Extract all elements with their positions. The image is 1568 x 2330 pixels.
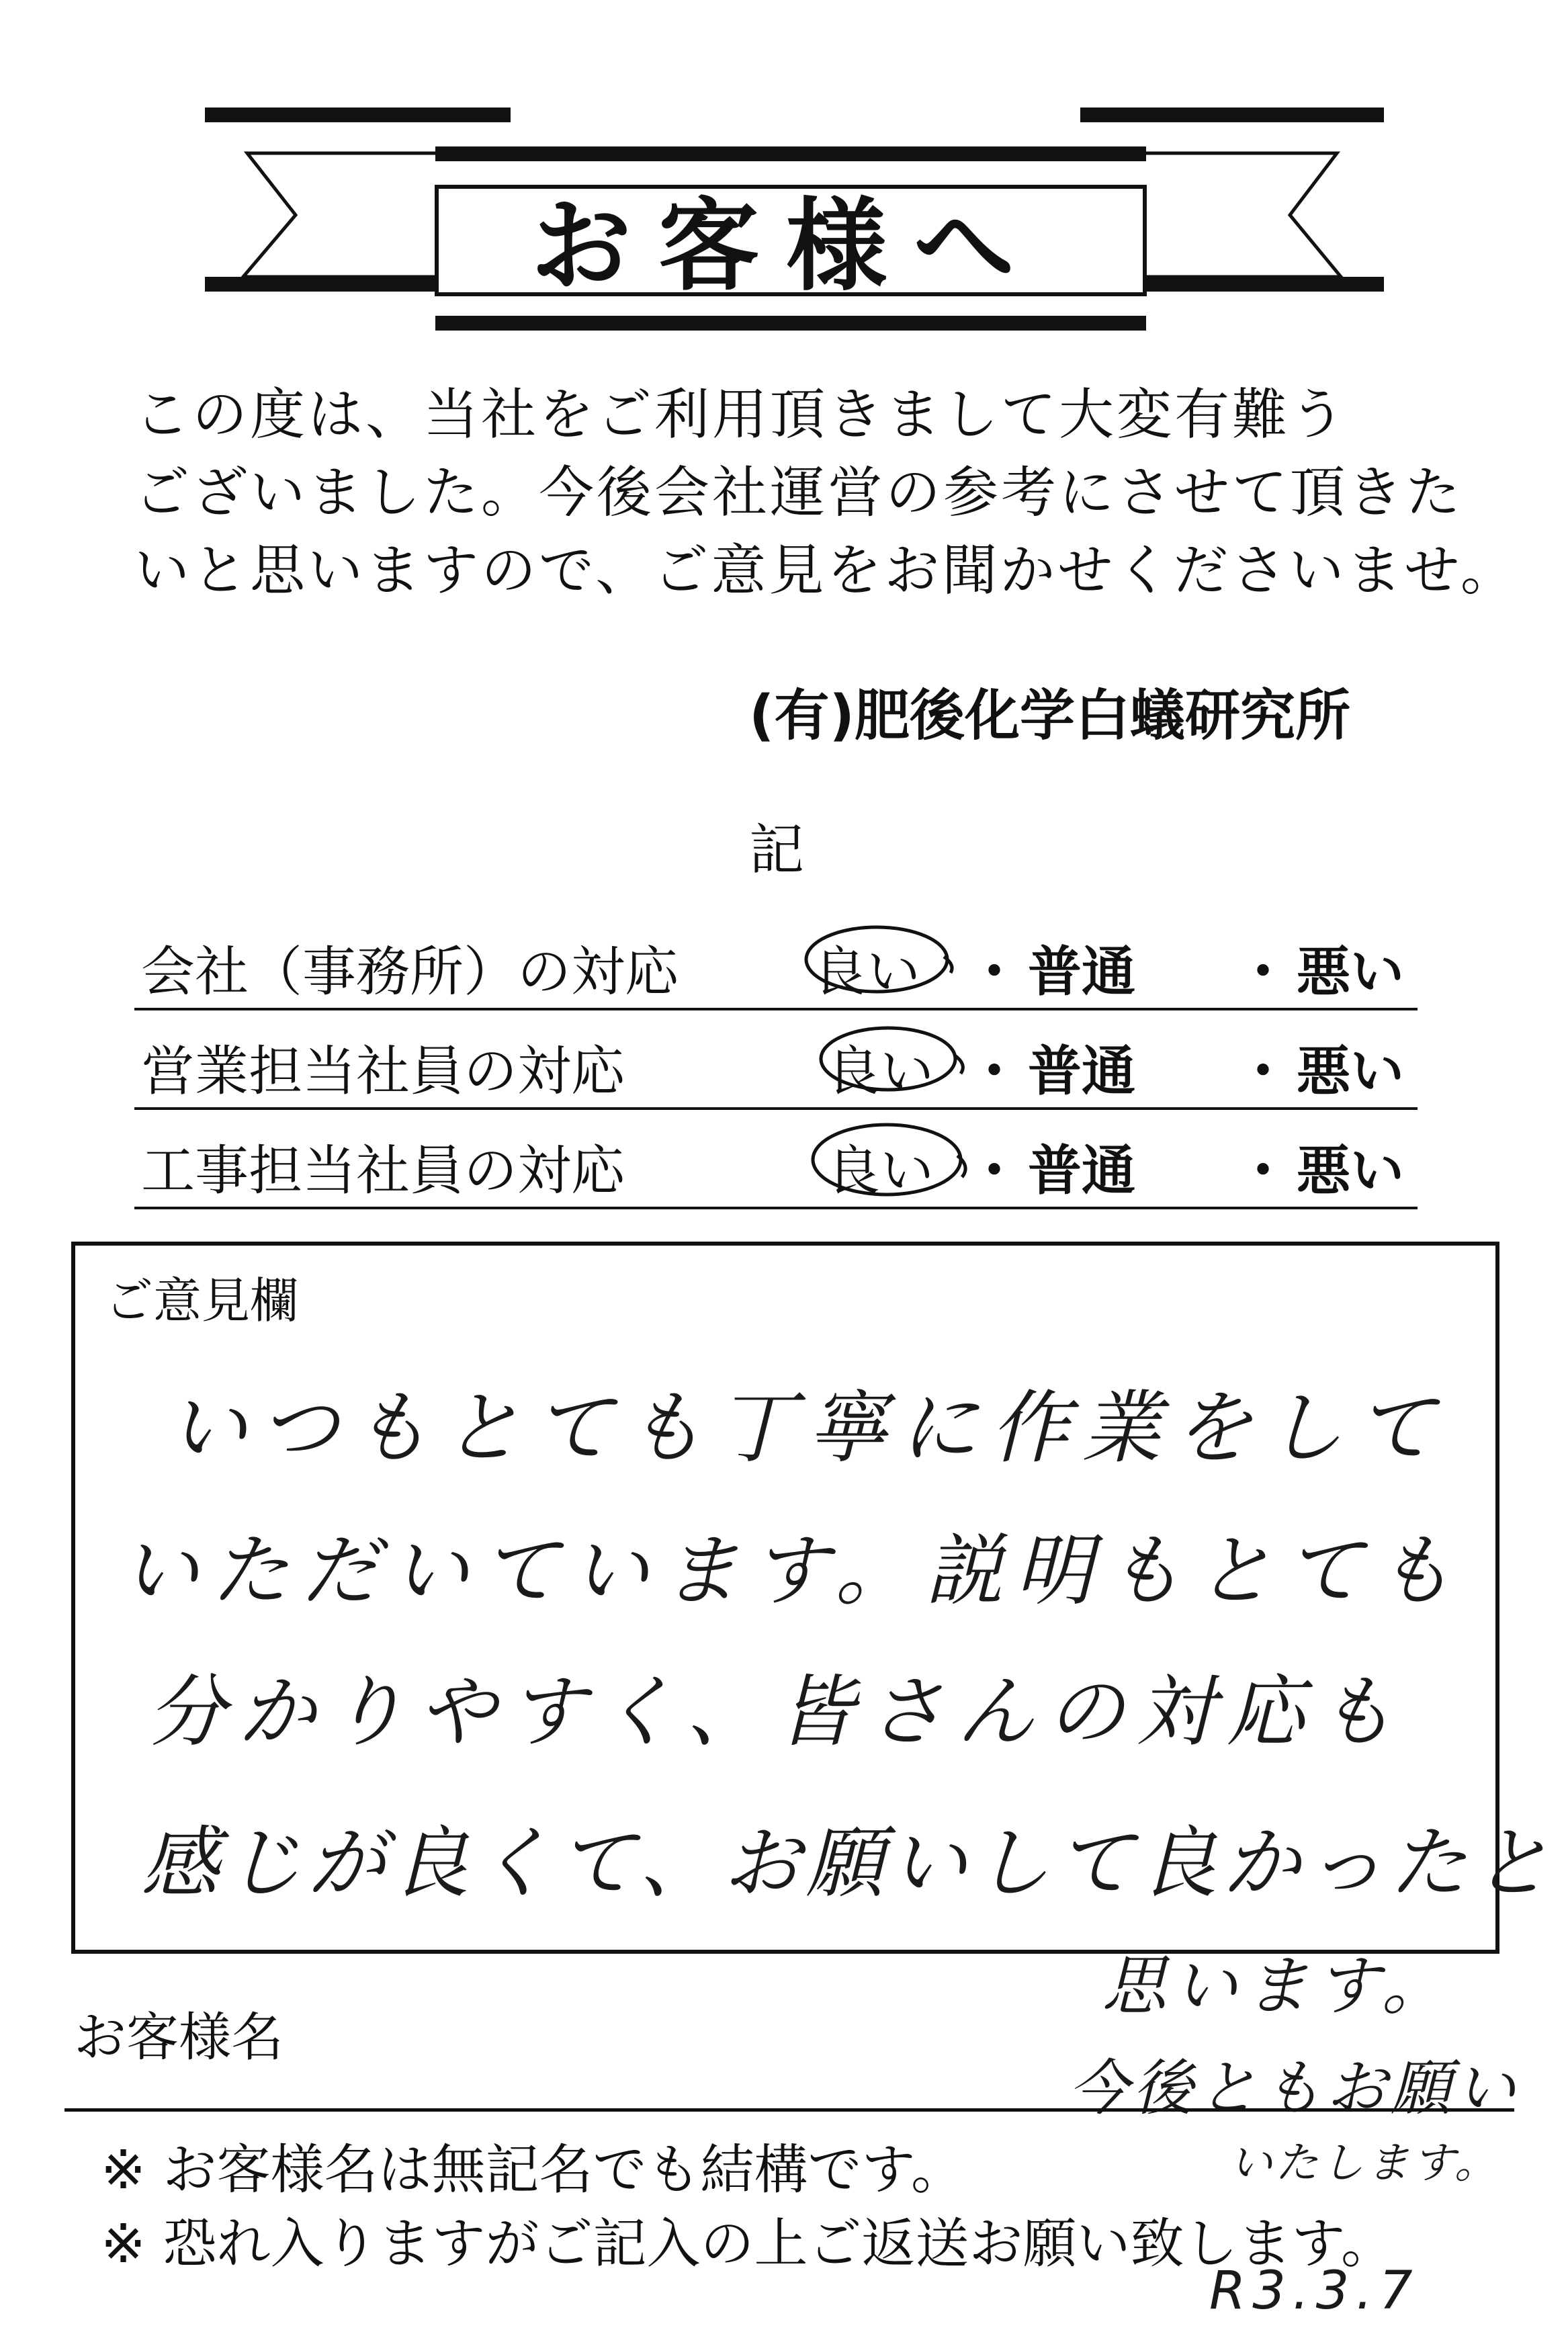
rating-row-construction [134,1107,1418,1209]
rating-label: 営業担当社員の対応 [141,1040,625,1103]
rating-label: 工事担当社員の対応 [141,1139,625,1202]
handwritten-line: いただいています。説明もとても [121,1526,1465,1616]
option-normal[interactable]: 普通 [1028,1040,1135,1103]
option-bad[interactable]: 悪い [1297,941,1404,1003]
handwritten-line: いつもとても丁寧に作業をして [168,1381,1448,1474]
note-line: ※ 恐れ入りますがご記入の上ご返送お願い致します。 [101,2212,1395,2275]
option-good[interactable]: 良い [826,1040,934,1103]
option-good[interactable]: 良い [826,1139,934,1202]
intro-line: いと思いますので、ご意見をお聞かせくださいませ。 [134,539,1518,603]
option-good[interactable]: 良い [813,941,920,1003]
note-line: ※ お客様名は無記名でも結構です。 [101,2139,965,2201]
option-separator: ・ [1236,1139,1290,1202]
option-separator: ・ [967,941,1021,1003]
intro-paragraph [134,376,1518,610]
handwritten-line: 今後ともお願い [1068,2053,1520,2124]
ki-heading: 記 [749,818,805,882]
handwritten-line: 分かりやすく、皆さんの対応も [148,1667,1407,1758]
option-separator: ・ [967,1040,1021,1103]
handwritten-line: 感じが良くて、お願いして良かったと [141,1818,1556,1909]
opinion-label: ご意見欄 [105,1272,299,1329]
handwritten-line: 思います。 [1102,1948,1453,2024]
customer-name-label: お客様名 [74,2008,284,2068]
option-separator: ・ [1236,1040,1290,1103]
handwritten-date: R3.3.7 [1209,2261,1420,2321]
option-separator: ・ [1236,941,1290,1003]
rating-row-company [134,908,1418,1010]
rating-row-sales [134,1008,1418,1110]
option-bad[interactable]: 悪い [1297,1139,1404,1202]
option-bad[interactable]: 悪い [1297,1040,1404,1103]
intro-line: ございました。今後会社運営の参考にさせて頂きた [134,461,1464,525]
intro-line: この度は、当社をご利用頂きまして大変有難う [134,383,1348,447]
rating-label: 会社（事務所）の対応 [141,941,679,1003]
company-name: (有)肥後化学白蟻研究所 [749,684,1350,748]
option-normal[interactable]: 普通 [1028,1139,1135,1202]
customer-name-line[interactable] [64,2108,1514,2112]
option-normal[interactable]: 普通 [1028,941,1135,1003]
option-separator: ・ [967,1139,1021,1202]
page-title: お客様へ [530,187,1041,305]
handwritten-line: いたします。 [1229,2139,1500,2188]
